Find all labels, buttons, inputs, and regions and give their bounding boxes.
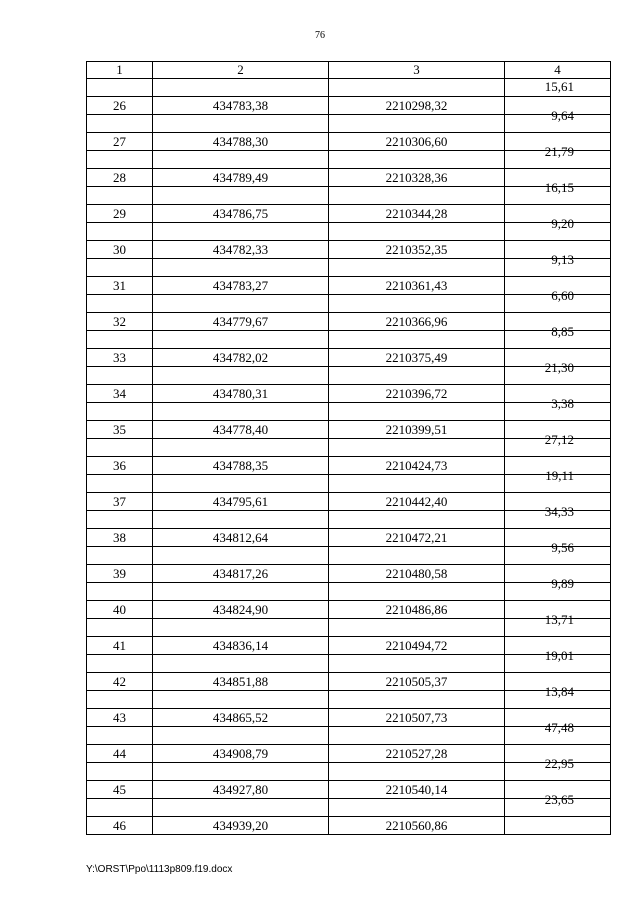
table-row — [87, 601, 611, 619]
distance-value: 34,33 — [544, 504, 574, 519]
x-coordinate-cell: 434783,38 — [153, 97, 329, 115]
point-number-cell: 34 — [87, 385, 153, 403]
y-coordinate-cell — [329, 763, 505, 781]
point-number-cell — [87, 475, 153, 493]
point-number-cell — [87, 151, 153, 169]
y-coordinate-cell: 2210527,28 — [329, 745, 505, 763]
distance-cell — [505, 720, 611, 745]
distance-value: 9,20 — [551, 216, 574, 231]
x-coordinate-cell — [153, 655, 329, 673]
distance-value: 9,13 — [551, 252, 574, 267]
y-coordinate-cell: 2210472,21 — [329, 529, 505, 547]
table-row — [87, 187, 611, 205]
x-coordinate-cell: 434786,75 — [153, 205, 329, 223]
y-coordinate-cell: 2210352,35 — [329, 241, 505, 259]
y-coordinate-cell — [329, 331, 505, 349]
y-coordinate-cell — [329, 619, 505, 637]
table-row — [87, 727, 611, 745]
point-number-cell: 33 — [87, 349, 153, 367]
point-number-cell — [87, 547, 153, 565]
y-coordinate-cell — [329, 691, 505, 709]
distance-value: 22,95 — [544, 756, 574, 771]
table-row — [87, 115, 611, 133]
y-coordinate-cell: 2210306,60 — [329, 133, 505, 151]
y-coordinate-cell — [329, 475, 505, 493]
table-row — [87, 223, 611, 241]
y-coordinate-cell — [329, 511, 505, 529]
distance-cell — [505, 817, 611, 835]
y-coordinate-cell: 2210399,51 — [329, 421, 505, 439]
x-coordinate-cell — [153, 583, 329, 601]
table-row — [87, 457, 611, 475]
x-coordinate-cell: 434782,33 — [153, 241, 329, 259]
x-coordinate-cell: 434939,20 — [153, 817, 329, 835]
distance-cell — [505, 360, 611, 385]
distance-value: 6,60 — [551, 288, 574, 303]
x-coordinate-cell — [153, 475, 329, 493]
table-row — [87, 205, 611, 223]
y-coordinate-cell — [329, 223, 505, 241]
column-header-2: 2 — [153, 62, 329, 79]
distance-cell — [505, 108, 611, 133]
x-coordinate-cell: 434780,31 — [153, 385, 329, 403]
distance-cell — [505, 79, 611, 97]
table-row — [87, 439, 611, 457]
y-coordinate-cell — [329, 187, 505, 205]
point-number-cell — [87, 439, 153, 457]
point-number-cell — [87, 331, 153, 349]
distance-value: 19,11 — [545, 468, 574, 483]
point-number-cell: 41 — [87, 637, 153, 655]
y-coordinate-cell: 2210442,40 — [329, 493, 505, 511]
table-row — [87, 259, 611, 277]
x-coordinate-cell: 434865,52 — [153, 709, 329, 727]
point-number-cell: 35 — [87, 421, 153, 439]
point-number-cell: 26 — [87, 97, 153, 115]
column-header-1: 1 — [87, 62, 153, 79]
point-number-cell — [87, 259, 153, 277]
distance-value: 21,30 — [544, 360, 574, 375]
y-coordinate-cell — [329, 79, 505, 97]
footer-file-path: Y:\ORST\Ppo\1113p809.f19.docx — [86, 864, 233, 875]
table-row — [87, 151, 611, 169]
table-row — [87, 331, 611, 349]
distance-cell — [505, 504, 611, 529]
table-row — [87, 763, 611, 781]
y-coordinate-cell — [329, 403, 505, 421]
distance-value: 23,65 — [544, 792, 574, 807]
point-number-cell: 31 — [87, 277, 153, 295]
table-row — [87, 79, 611, 97]
table-row — [87, 277, 611, 295]
table-row — [87, 493, 611, 511]
y-coordinate-cell: 2210486,86 — [329, 601, 505, 619]
y-coordinate-cell: 2210375,49 — [329, 349, 505, 367]
point-number-cell: 27 — [87, 133, 153, 151]
distance-cell — [505, 324, 611, 349]
point-number-cell — [87, 799, 153, 817]
y-coordinate-cell: 2210560,86 — [329, 817, 505, 835]
table-row — [87, 97, 611, 115]
table-row — [87, 169, 611, 187]
point-number-cell — [87, 187, 153, 205]
table-row — [87, 817, 611, 835]
x-coordinate-cell: 434824,90 — [153, 601, 329, 619]
y-coordinate-cell: 2210540,14 — [329, 781, 505, 799]
distance-cell — [505, 648, 611, 673]
x-coordinate-cell — [153, 763, 329, 781]
x-coordinate-cell: 434851,88 — [153, 673, 329, 691]
x-coordinate-cell — [153, 367, 329, 385]
y-coordinate-cell — [329, 151, 505, 169]
y-coordinate-cell — [329, 115, 505, 133]
distance-cell — [505, 576, 611, 601]
distance-value: 16,15 — [544, 180, 574, 195]
table-row — [87, 295, 611, 313]
x-coordinate-cell: 434812,64 — [153, 529, 329, 547]
point-number-cell: 29 — [87, 205, 153, 223]
distance-cell — [505, 432, 611, 457]
distance-value: 19,01 — [544, 648, 574, 663]
x-coordinate-cell: 434788,35 — [153, 457, 329, 475]
point-number-cell: 46 — [87, 817, 153, 835]
table-row — [87, 583, 611, 601]
point-number-cell — [87, 619, 153, 637]
y-coordinate-cell: 2210396,72 — [329, 385, 505, 403]
distance-cell — [505, 792, 611, 817]
table-header-row — [87, 62, 611, 79]
y-coordinate-cell: 2210505,37 — [329, 673, 505, 691]
distance-cell — [505, 252, 611, 277]
table-row — [87, 673, 611, 691]
x-coordinate-cell — [153, 331, 329, 349]
point-number-cell: 32 — [87, 313, 153, 331]
point-number-cell — [87, 763, 153, 781]
y-coordinate-cell: 2210344,28 — [329, 205, 505, 223]
distance-value: 27,12 — [544, 432, 574, 447]
x-coordinate-cell: 434927,80 — [153, 781, 329, 799]
table-row — [87, 745, 611, 763]
distance-value: 8,85 — [551, 324, 574, 339]
distance-value: 47,48 — [544, 720, 574, 735]
point-number-cell: 30 — [87, 241, 153, 259]
x-coordinate-cell — [153, 439, 329, 457]
y-coordinate-cell — [329, 295, 505, 313]
y-coordinate-cell — [329, 439, 505, 457]
point-number-cell — [87, 727, 153, 745]
table-row — [87, 403, 611, 421]
x-coordinate-cell: 434836,14 — [153, 637, 329, 655]
distance-cell — [505, 684, 611, 709]
point-number-cell — [87, 511, 153, 529]
table-row — [87, 637, 611, 655]
point-number-cell — [87, 295, 153, 313]
table-row — [87, 565, 611, 583]
y-coordinate-cell: 2210494,72 — [329, 637, 505, 655]
y-coordinate-cell: 2210361,43 — [329, 277, 505, 295]
point-number-cell — [87, 583, 153, 601]
y-coordinate-cell — [329, 547, 505, 565]
distance-value: 15,61 — [544, 79, 574, 94]
distance-value: 21,79 — [544, 144, 574, 159]
point-number-cell: 36 — [87, 457, 153, 475]
table-row — [87, 385, 611, 403]
x-coordinate-cell: 434782,02 — [153, 349, 329, 367]
x-coordinate-cell — [153, 223, 329, 241]
column-header-4: 4 — [505, 62, 611, 79]
page-number: 76 — [315, 30, 325, 41]
y-coordinate-cell — [329, 583, 505, 601]
x-coordinate-cell — [153, 187, 329, 205]
x-coordinate-cell — [153, 547, 329, 565]
x-coordinate-cell: 434908,79 — [153, 745, 329, 763]
table-row — [87, 781, 611, 799]
point-number-cell: 44 — [87, 745, 153, 763]
x-coordinate-cell: 434783,27 — [153, 277, 329, 295]
x-coordinate-cell — [153, 295, 329, 313]
point-number-cell — [87, 691, 153, 709]
y-coordinate-cell: 2210480,58 — [329, 565, 505, 583]
x-coordinate-cell — [153, 403, 329, 421]
table-row — [87, 133, 611, 151]
table-row — [87, 367, 611, 385]
point-number-cell — [87, 655, 153, 673]
x-coordinate-cell — [153, 511, 329, 529]
y-coordinate-cell — [329, 799, 505, 817]
x-coordinate-cell: 434779,67 — [153, 313, 329, 331]
y-coordinate-cell: 2210424,73 — [329, 457, 505, 475]
point-number-cell: 40 — [87, 601, 153, 619]
point-number-cell: 42 — [87, 673, 153, 691]
y-coordinate-cell: 2210507,73 — [329, 709, 505, 727]
distance-cell — [505, 468, 611, 493]
x-coordinate-cell — [153, 619, 329, 637]
distance-value: 3,38 — [551, 396, 574, 411]
distance-cell — [505, 180, 611, 205]
table-row — [87, 241, 611, 259]
x-coordinate-cell — [153, 151, 329, 169]
x-coordinate-cell: 434817,26 — [153, 565, 329, 583]
distance-value: 13,71 — [544, 612, 574, 627]
distance-cell — [505, 756, 611, 781]
table-row — [87, 313, 611, 331]
table-row — [87, 619, 611, 637]
distance-cell — [505, 396, 611, 421]
y-coordinate-cell: 2210366,96 — [329, 313, 505, 331]
y-coordinate-cell — [329, 727, 505, 745]
y-coordinate-cell: 2210298,32 — [329, 97, 505, 115]
table-row — [87, 529, 611, 547]
x-coordinate-cell — [153, 799, 329, 817]
table-row — [87, 709, 611, 727]
x-coordinate-cell: 434788,30 — [153, 133, 329, 151]
table-row — [87, 475, 611, 493]
coordinates-table — [86, 61, 611, 835]
x-coordinate-cell: 434778,40 — [153, 421, 329, 439]
distance-value: 13,84 — [544, 684, 574, 699]
distance-value: 9,56 — [551, 540, 574, 555]
distance-cell — [505, 612, 611, 637]
distance-value: 9,64 — [551, 108, 574, 123]
x-coordinate-cell — [153, 115, 329, 133]
point-number-cell — [87, 403, 153, 421]
distance-cell — [505, 540, 611, 565]
y-coordinate-cell — [329, 367, 505, 385]
distance-cell — [505, 216, 611, 241]
column-header-3: 3 — [329, 62, 505, 79]
point-number-cell — [87, 223, 153, 241]
table-row — [87, 511, 611, 529]
point-number-cell — [87, 79, 153, 97]
point-number-cell: 28 — [87, 169, 153, 187]
distance-cell — [505, 144, 611, 169]
y-coordinate-cell — [329, 259, 505, 277]
table-row — [87, 349, 611, 367]
point-number-cell — [87, 115, 153, 133]
point-number-cell — [87, 367, 153, 385]
x-coordinate-cell: 434789,49 — [153, 169, 329, 187]
table-row — [87, 691, 611, 709]
point-number-cell: 37 — [87, 493, 153, 511]
point-number-cell: 39 — [87, 565, 153, 583]
x-coordinate-cell — [153, 259, 329, 277]
table-body — [87, 79, 611, 835]
point-number-cell: 38 — [87, 529, 153, 547]
x-coordinate-cell — [153, 691, 329, 709]
point-number-cell: 43 — [87, 709, 153, 727]
y-coordinate-cell: 2210328,36 — [329, 169, 505, 187]
table-row — [87, 799, 611, 817]
y-coordinate-cell — [329, 655, 505, 673]
table-row — [87, 655, 611, 673]
x-coordinate-cell — [153, 727, 329, 745]
table-row — [87, 547, 611, 565]
table-row — [87, 421, 611, 439]
point-number-cell: 45 — [87, 781, 153, 799]
distance-value: 9,89 — [551, 576, 574, 591]
distance-cell — [505, 288, 611, 313]
x-coordinate-cell: 434795,61 — [153, 493, 329, 511]
x-coordinate-cell — [153, 79, 329, 97]
